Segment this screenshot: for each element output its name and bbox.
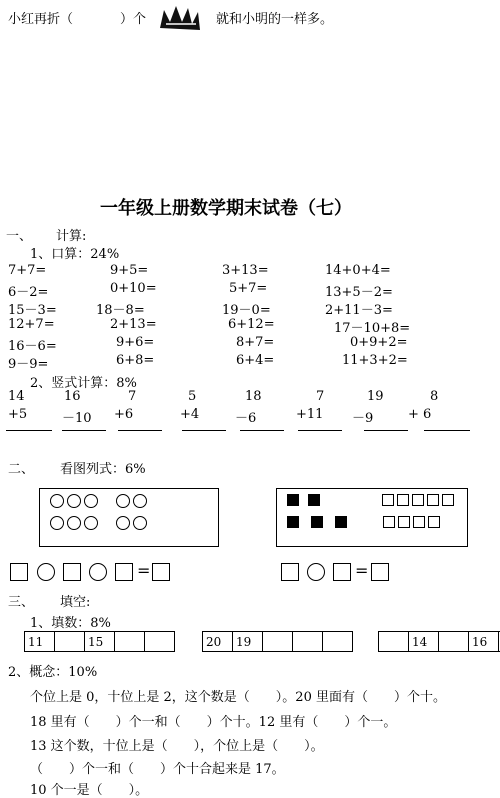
vertical-top-number: 5 [188,389,197,404]
equation-answer-box[interactable] [10,563,28,581]
vertical-operand: －6 [235,411,257,426]
vertical-top-number: 14 [8,389,25,404]
vertical-top-number: 7 [128,389,137,404]
filled-square-icon [308,494,320,506]
vertical-top-number: 16 [64,389,81,404]
oral-item: 7+7= [8,263,47,278]
oral-item: 15－3= [8,303,57,318]
concept-line: 10 个一是（ ）。 [30,783,149,798]
hollow-square-icon [428,516,440,528]
equation-operator-circle[interactable] [307,563,325,581]
section-1-label: 计算: [56,229,87,244]
vertical-operand: +6 [114,407,134,422]
circle-icon [133,516,147,530]
equals-sign: = [355,561,369,580]
circle-icon [84,516,98,530]
fill-cell[interactable]: 16 [468,631,499,652]
oral-item: 9－9= [8,357,49,372]
vertical-answer-line[interactable] [240,430,284,431]
oral-item: 3+13= [222,263,269,278]
vertical-top-number: 7 [316,389,325,404]
equation-answer-box[interactable] [115,563,133,581]
top-line-end: 就和小明的一样多。 [216,12,334,27]
circle-icon [50,516,64,530]
oral-item: 8+7= [236,335,275,350]
circle-icon [67,516,81,530]
oral-calc-heading: 1、口算：24% [30,247,120,262]
fill-cell[interactable]: 19 [232,631,263,652]
oral-item: 5+7= [229,281,268,296]
oral-item: 11+3+2= [342,353,408,368]
fill-cell[interactable]: 15 [84,631,115,652]
vertical-calc-heading: 2、竖式计算：8% [30,376,137,391]
concept-heading: 2、概念：10% [8,665,98,680]
hollow-square-icon [382,494,394,506]
equation-answer-box[interactable] [371,563,389,581]
vertical-answer-line[interactable] [182,430,226,431]
oral-item: 6+4= [236,353,275,368]
oral-item: 17－10+8= [334,321,411,336]
vertical-top-number: 8 [430,389,439,404]
vertical-answer-line[interactable] [364,430,408,431]
section-3-number: 三、 [8,595,35,610]
fill-cell[interactable] [54,631,85,652]
equation-answer-box[interactable] [281,563,299,581]
vertical-answer-line[interactable] [6,430,52,431]
top-line-start: 小红再折（ [8,12,74,27]
section-1-number: 一、 [6,229,33,244]
fill-cell[interactable] [322,631,353,652]
vertical-top-number: 18 [245,389,262,404]
fill-cell[interactable] [262,631,293,652]
circle-icon [116,494,130,508]
fill-cell[interactable] [438,631,469,652]
circle-icon [84,494,98,508]
filled-square-icon [335,516,347,528]
hollow-square-icon [442,494,454,506]
section-3-label: 填空: [60,595,91,610]
section-2-label: 看图列式：6% [60,462,146,477]
oral-item: 19－0= [222,303,271,318]
concept-line: 个位上是 0，十位上是 2，这个数是（ ）。20 里面有（ ）个十。 [30,690,446,705]
concept-line: 18 里有（ ）个一和（ ）个十。12 里有（ ）个一。 [30,715,397,730]
equation-answer-box[interactable] [63,563,81,581]
equation-operator-circle[interactable] [37,563,55,581]
vertical-answer-line[interactable] [424,430,470,431]
equation-operator-circle[interactable] [89,563,107,581]
equation-answer-box[interactable] [333,563,351,581]
fill-number-heading: 1、填数：8% [30,616,111,631]
vertical-answer-line[interactable] [118,430,162,431]
fill-cell[interactable]: 11 [24,631,55,652]
fill-cell[interactable]: 14 [408,631,439,652]
filled-square-icon [287,494,299,506]
fill-cell[interactable] [144,631,175,652]
concept-line: （ ）个一和（ ）个十合起来是 17。 [30,762,285,777]
vertical-operand: +5 [8,407,28,422]
vertical-operand: +4 [180,407,200,422]
hollow-square-icon [413,516,425,528]
vertical-operand: －10 [62,411,92,426]
crown-icon [158,2,202,32]
equation-answer-box[interactable] [152,563,170,581]
vertical-operand: + 6 [408,407,432,422]
circle-icon [116,516,130,530]
vertical-answer-line[interactable] [298,430,342,431]
filled-square-icon [287,516,299,528]
oral-item: 6－2= [8,285,49,300]
hollow-square-icon [427,494,439,506]
vertical-answer-line[interactable] [62,430,106,431]
equals-sign: = [137,561,151,580]
circle-icon [67,494,81,508]
hollow-square-icon [397,494,409,506]
filled-square-icon [311,516,323,528]
concept-line: 13 这个数，十位上是（ ），个位上是（ ）。 [30,739,324,754]
oral-item: 6+12= [228,317,275,332]
fill-cell[interactable] [114,631,145,652]
oral-item: 2+13= [110,317,157,332]
section-2-number: 二、 [8,462,35,477]
fill-cell[interactable] [378,631,409,652]
vertical-operand: －9 [352,411,374,426]
hollow-square-icon [383,516,395,528]
page-title: 一年级上册数学期末试卷（七） [100,198,352,219]
oral-item: 9+6= [116,335,155,350]
vertical-operand: +11 [296,407,324,422]
hollow-square-icon [412,494,424,506]
oral-item: 2+11－3= [325,303,393,318]
circle-icon [50,494,64,508]
oral-item: 9+5= [110,263,149,278]
oral-item: 12+7= [8,317,55,332]
oral-item: 0+10= [110,281,157,296]
oral-item: 13+5－2= [325,285,393,300]
fill-cell[interactable] [292,631,323,652]
top-line-mid: ）个 [120,12,147,27]
oral-item: 6+8= [116,353,155,368]
hollow-square-icon [398,516,410,528]
oral-item: 14+0+4= [325,263,391,278]
fill-cell[interactable]: 20 [202,631,233,652]
oral-item: 16－6= [8,339,57,354]
oral-item: 0+9+2= [350,335,408,350]
oral-item: 18－8= [96,303,145,318]
circle-icon [133,494,147,508]
vertical-top-number: 19 [367,389,384,404]
